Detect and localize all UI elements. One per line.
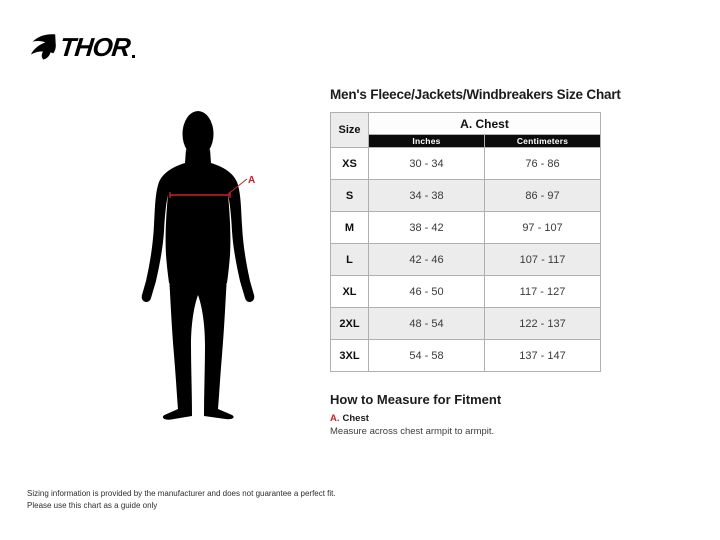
centimeters-value: 76 - 86 (485, 148, 601, 180)
table-row (331, 244, 601, 276)
male-silhouette-legs (163, 275, 234, 420)
table-row (331, 212, 601, 244)
size-label: 2XL (331, 308, 369, 340)
table-row (331, 340, 601, 372)
table-row (331, 180, 601, 212)
centimeters-value: 97 - 107 (485, 212, 601, 244)
inches-value: 46 - 50 (369, 276, 485, 308)
centimeters-unit-header: Centimeters (485, 135, 601, 148)
chest-annotation-label: A (248, 175, 256, 186)
inches-value: 48 - 54 (369, 308, 485, 340)
inches-value: 54 - 58 (369, 340, 485, 372)
inches-value: 34 - 38 (369, 180, 485, 212)
centimeters-value: 117 - 127 (485, 276, 601, 308)
inches-value: 42 - 46 (369, 244, 485, 276)
size-label: 3XL (331, 340, 369, 372)
measure-item-letter: A. (330, 413, 340, 424)
measure-item-label: Chest (342, 413, 369, 424)
disclaimer-line-1: Sizing information is provided by the manufacturer and does not guarantee a perfect fit. (27, 489, 336, 498)
measure-item-chest (330, 413, 369, 424)
male-silhouette-figure (140, 105, 270, 425)
size-label: XS (331, 148, 369, 180)
thor-helmet-icon (30, 32, 57, 62)
measure-item-description: Measure across chest armpit to armpit. (330, 426, 495, 437)
disclaimer-text (27, 488, 336, 511)
how-to-measure-heading: How to Measure for Fitment (330, 392, 502, 407)
logo-trademark-dot (132, 55, 135, 58)
chest-column-header: A. Chest (369, 113, 601, 135)
centimeters-value: 107 - 117 (485, 244, 601, 276)
inches-value: 30 - 34 (369, 148, 485, 180)
disclaimer-line-2: Please use this chart as a guide only (27, 500, 158, 510)
size-label: XL (331, 276, 369, 308)
male-silhouette-head (183, 111, 214, 157)
size-label: M (331, 212, 369, 244)
inches-unit-header: Inches (369, 135, 485, 148)
size-chart-table (330, 112, 601, 372)
size-label: L (331, 244, 369, 276)
table-row (331, 308, 601, 340)
thor-logo (30, 31, 135, 63)
inches-value: 38 - 42 (369, 212, 485, 244)
table-row (331, 148, 601, 180)
table-row (331, 276, 601, 308)
centimeters-value: 122 - 137 (485, 308, 601, 340)
centimeters-value: 137 - 147 (485, 340, 601, 372)
centimeters-value: 86 - 97 (485, 180, 601, 212)
thor-wordmark: THOR (58, 32, 132, 62)
page-title: Men's Fleece/Jackets/Windbreakers Size Chart (330, 87, 621, 102)
size-column-header: Size (331, 113, 369, 148)
size-label: S (331, 180, 369, 212)
